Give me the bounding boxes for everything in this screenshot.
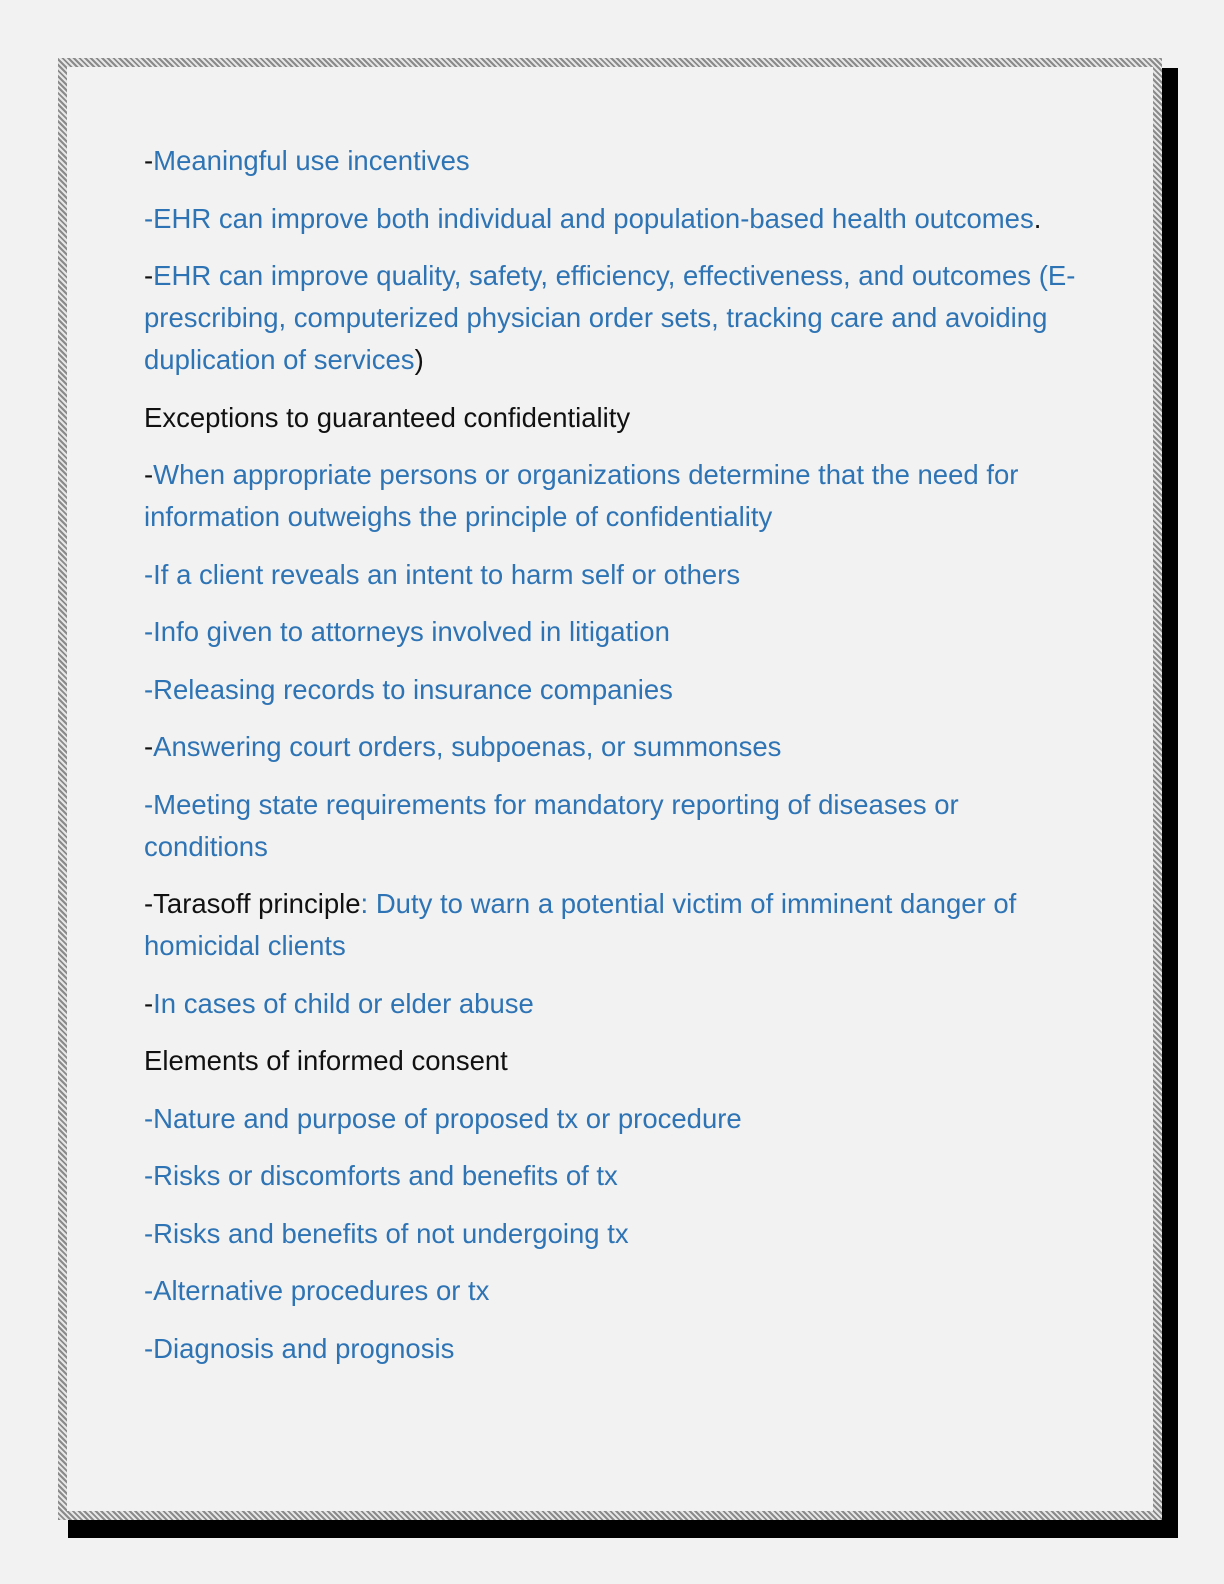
text-segment: ) [414, 344, 424, 375]
paragraph [144, 1155, 1084, 1197]
paragraph [144, 198, 1084, 240]
text-segment: Exceptions to guaranteed confidentiality [144, 401, 631, 433]
paragraph [144, 726, 1084, 768]
text-segment: -Diagnosis and prognosis [144, 1332, 455, 1364]
text-segment: -If a client reveals an intent to harm self or others [144, 558, 741, 590]
text-segment: : Duty to warn a potential victim of imminent danger of homicidal clients [144, 888, 1017, 961]
text-segment: - [144, 260, 154, 291]
text-segment: EHR can improve quality, safety, efficiency, effectiveness, and outcomes (E-prescribing, computerized physician order sets, tracking care and avoiding duplication of services [144, 260, 1076, 375]
text-segment: Elements of informed consent [144, 1045, 508, 1076]
paragraph [144, 1098, 1084, 1140]
paragraph [144, 554, 1084, 596]
text-segment: When appropriate persons or organizations determine that the need for information outweighs the principle of confidentiality [144, 459, 1019, 532]
text-segment: - [144, 731, 154, 762]
text-segment: -EHR can improve both individual and population-based health outcomes [144, 202, 1034, 234]
text-segment: Answering court orders, subpoenas, or summonses [153, 731, 782, 762]
paragraph [144, 883, 1084, 967]
text-segment: -Tarasoff principle [144, 888, 361, 919]
paragraph [144, 1213, 1084, 1255]
text-segment: . [1033, 202, 1042, 234]
paragraph [144, 784, 1084, 868]
text-segment: -Alternative procedures or tx [144, 1275, 490, 1306]
paragraph [144, 255, 1084, 381]
paragraph [144, 397, 1084, 439]
text-segment: -Info given to attorneys involved in litigation [144, 616, 670, 647]
text-segment: - [144, 145, 154, 176]
text-segment: - [144, 987, 154, 1019]
paragraph [144, 1270, 1084, 1312]
document-body [144, 140, 1084, 1385]
text-segment: In cases of child or elder abuse [153, 987, 534, 1019]
text-segment: -Risks and benefits of not undergoing tx [144, 1217, 629, 1249]
paragraph [144, 1040, 1084, 1082]
paragraph [144, 611, 1084, 653]
paragraph [144, 669, 1084, 711]
text-segment: -Risks or discomforts and benefits of tx [144, 1160, 618, 1191]
text-segment: -Nature and purpose of proposed tx or procedure [144, 1102, 742, 1134]
text-segment: -Meeting state requirements for mandatory reporting of diseases or conditions [144, 788, 959, 862]
paragraph [144, 1328, 1084, 1370]
paragraph [144, 983, 1084, 1025]
text-segment: - [144, 459, 154, 490]
paragraph [144, 140, 1084, 182]
text-segment: -Releasing records to insurance companies [144, 673, 673, 705]
text-segment: Meaningful use incentives [153, 145, 470, 176]
paragraph [144, 454, 1084, 538]
